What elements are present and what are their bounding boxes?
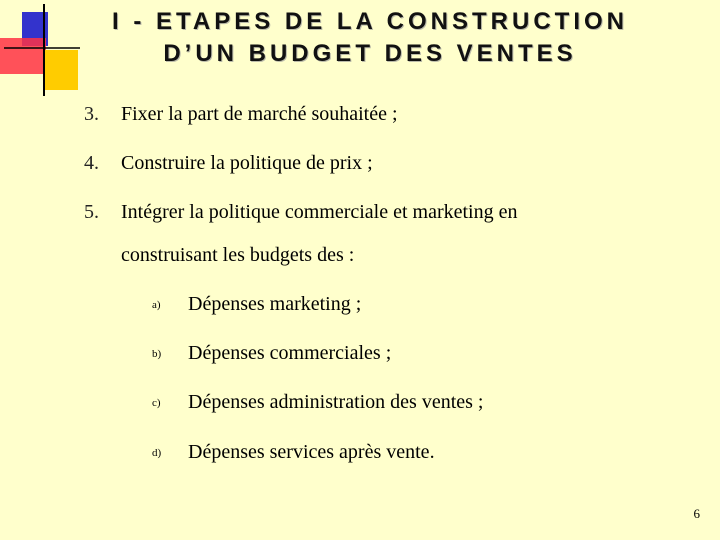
item-number: 3. bbox=[84, 103, 99, 125]
sub-item-text: Dépenses commerciales ; bbox=[188, 342, 392, 364]
sub-item-text: Dépenses marketing ; bbox=[188, 293, 362, 315]
numbered-item-5-continuation: construisant les budgets des : bbox=[121, 244, 355, 266]
sub-item-letter: c) bbox=[152, 397, 161, 409]
page-number: 6 bbox=[693, 506, 700, 521]
item-text: Construire la politique de prix ; bbox=[121, 152, 373, 174]
item-text: Intégrer la politique commerciale et marketing en bbox=[121, 201, 518, 223]
item-text: Fixer la part de marché souhaitée ; bbox=[121, 103, 398, 125]
slide-title-line-2: D’UN BUDGET DES VENTES bbox=[163, 40, 577, 67]
numbered-item-5 bbox=[84, 200, 518, 224]
numbered-item-4 bbox=[84, 151, 373, 175]
sub-item-letter: a) bbox=[152, 299, 161, 311]
item-number: 5. bbox=[84, 201, 99, 223]
slide-title bbox=[40, 6, 700, 70]
item-number: 4. bbox=[84, 152, 99, 174]
sub-item-text: Dépenses services après vente. bbox=[188, 441, 435, 463]
numbered-item-3 bbox=[84, 102, 398, 126]
slide-title-line-1: I - ETAPES DE LA CONSTRUCTION bbox=[111, 8, 628, 35]
sub-item-text: Dépenses administration des ventes ; bbox=[188, 391, 484, 413]
sub-item-letter: d) bbox=[152, 447, 162, 459]
sub-item-letter: b) bbox=[152, 348, 162, 360]
